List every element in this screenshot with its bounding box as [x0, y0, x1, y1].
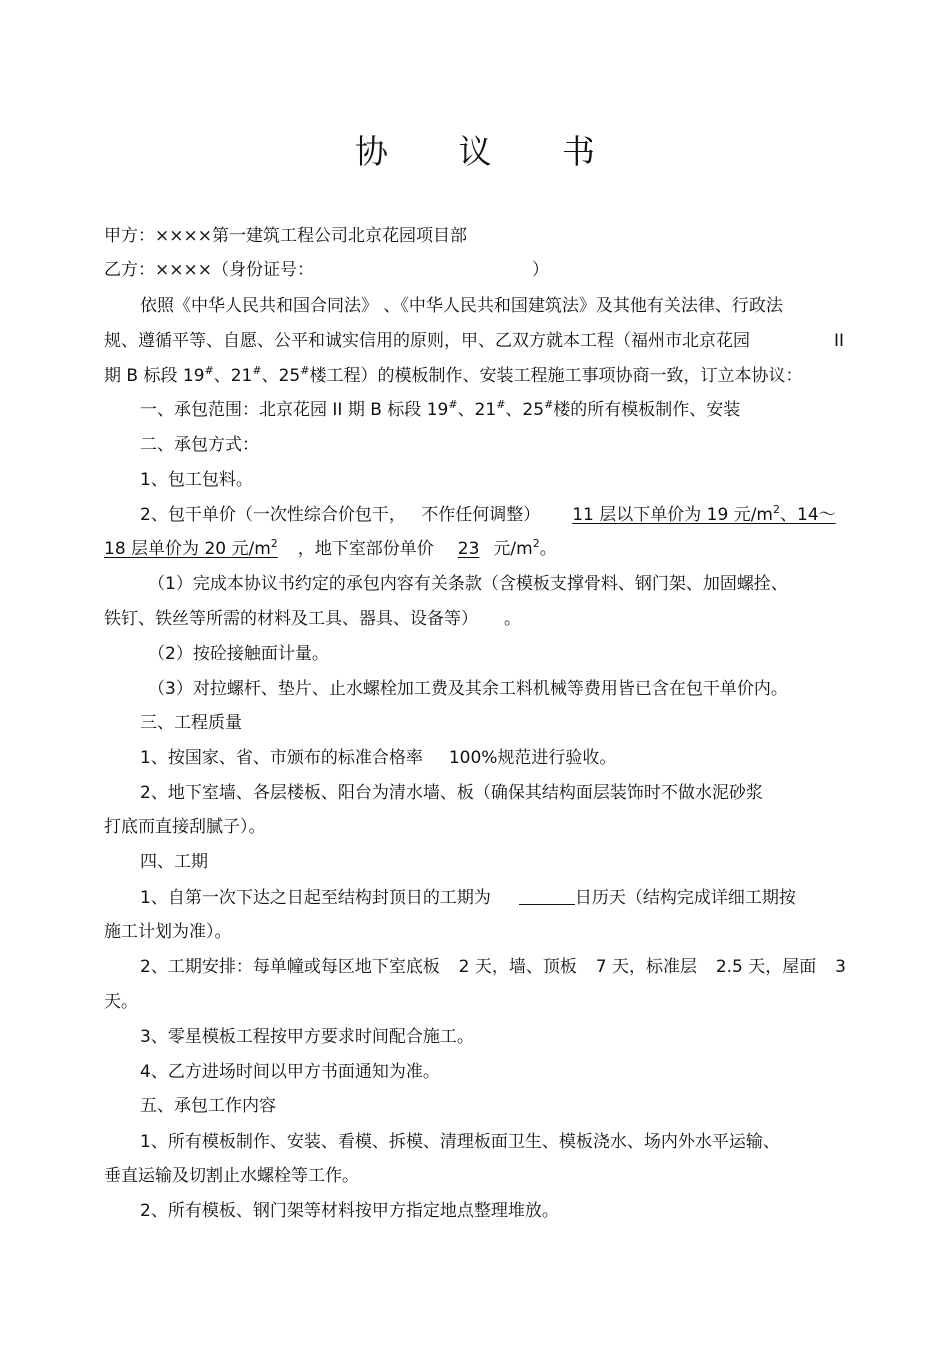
- section-4-item-3: 3、零星模板工程按甲方要求时间配合施工。: [140, 1027, 474, 1047]
- price-value: 、14～: [780, 505, 836, 525]
- hash-mark: #: [300, 364, 310, 377]
- price-14-18-floors: [104, 539, 298, 559]
- quality-text: 1、按国家、省、市颁布的标准合格率: [140, 748, 423, 768]
- preamble-line-2-text: 规、遵循平等、自愿、公平和诚实信用的原则，甲、乙双方就本工程（福州市北京花园: [104, 331, 750, 351]
- section-4-item-2: [140, 955, 846, 979]
- section-4-item-1-cont: 施工计划为准）。: [104, 922, 232, 942]
- sub-text: 。: [504, 609, 521, 629]
- section-5-heading: 五、承包工作内容: [140, 1096, 276, 1116]
- schedule-text: 3: [835, 957, 846, 977]
- price-under-11-floors: [554, 505, 835, 525]
- preamble-text: 期 B 标段 19: [104, 366, 205, 386]
- preamble-line-2: [104, 329, 844, 353]
- squared-mark: 2: [532, 537, 540, 550]
- period-text: 日历天（结构完成详细工期按: [574, 888, 796, 908]
- hash-mark: #: [448, 398, 458, 411]
- hash-mark: #: [496, 398, 506, 411]
- preamble-line-3: [104, 364, 802, 388]
- hash-mark: #: [252, 364, 262, 377]
- period-text: 1、自第一次下达之日起至结构封顶日的工期为: [140, 888, 491, 908]
- squared-mark: 2: [773, 503, 780, 516]
- section-5-item-1-cont: 垂直运输及切割止水螺栓等工作。: [104, 1166, 359, 1186]
- scope-text: 一、承包范围：北京花园: [140, 400, 333, 420]
- hash-mark: #: [544, 398, 554, 411]
- section-2-item-2: [140, 503, 836, 527]
- scope-text: II 期 B 标段 19: [332, 400, 449, 420]
- section-4-item-2-cont: 天。: [104, 992, 138, 1012]
- section-5-item-2: 2、所有模板、钢门架等材料按甲方指定地点整理堆放。: [140, 1201, 559, 1221]
- schedule-text: 7 天，标准层: [595, 957, 697, 977]
- squared-mark: 2: [270, 537, 278, 550]
- section-2-item-1: 1、包工包料。: [140, 470, 253, 490]
- schedule-text: 2 天，墙、顶板: [458, 957, 577, 977]
- section-2-heading: 二、承包方式：: [140, 435, 259, 455]
- price-text: 不作任何调整）: [421, 505, 541, 525]
- section-2-sub-3: （3）对拉螺杆、垫片、止水螺栓加工费及其余工料机械等费用皆已含在包干单价内。: [148, 679, 788, 699]
- scope-text: 、21: [457, 400, 497, 420]
- section-5-item-1: 1、所有模板制作、安装、看模、拆模、清理板面卫生、模板浇水、场内外水平运输、: [140, 1132, 780, 1152]
- section-3-item-2: 2、地下室墙、各层楼板、阳台为清水墙、板（确保其结构面层装饰时不做水泥砂浆: [140, 783, 763, 803]
- price-value: 18 层单价为 20 元/m: [104, 539, 271, 559]
- party-b-close: ）: [531, 260, 549, 280]
- price-value: 11 层以下单价为 19 元/m: [572, 505, 773, 525]
- preamble-text: 楼工程）的模板制作、安装工程施工事项协商一致，订立本协议：: [309, 366, 803, 386]
- preamble-text: 、25: [261, 366, 301, 386]
- section-3-heading: 三、工程质量: [140, 713, 242, 733]
- party-b-value: ××××（身份证号：: [155, 260, 314, 280]
- section-4-heading: 四、工期: [140, 852, 208, 872]
- preamble-text: 、21: [213, 366, 253, 386]
- party-a-value: ××××第一建筑工程公司北京花园项目部: [155, 226, 467, 246]
- price-text: ，地下室部份单价: [297, 539, 434, 559]
- section-4-item-1: [140, 886, 796, 910]
- preamble-line-2-phase: II: [833, 331, 844, 351]
- price-text: 2、包干单价（一次性综合价包干，: [140, 505, 412, 525]
- days-blank-field[interactable]: [519, 888, 575, 905]
- section-4-item-4: 4、乙方进场时间以甲方书面通知为准。: [140, 1062, 440, 1082]
- schedule-text: 2、工期安排：每单幢或每区地下室底板: [140, 957, 440, 977]
- scope-text: 楼的所有模板制作、安装: [553, 400, 741, 420]
- party-a-line: [104, 224, 467, 248]
- section-2-sub-1: （1）完成本协议书约定的承包内容有关条款（含模板支撑骨料、钢门架、加固螺拴、: [148, 574, 788, 594]
- quality-text: 100%规范进行验收。: [448, 748, 617, 768]
- document-title: 协 议 书: [355, 132, 625, 171]
- schedule-text: 2.5 天，屋面: [715, 957, 817, 977]
- section-2-item-2-cont: [104, 537, 557, 561]
- price-unit: 元/m: [493, 539, 533, 559]
- sub-text: 铁钉、铁丝等所需的材料及工具、器具、设备等）: [104, 609, 478, 629]
- section-3-item-2-cont: 打底而直接刮腻子）。: [104, 817, 266, 837]
- party-a-label: 甲方：: [104, 226, 155, 246]
- scope-text: 、25: [505, 400, 545, 420]
- preamble-line-1: 依照《中华人民共和国合同法》 、《中华人民共和国建筑法》及其他有关法律、行政法: [140, 296, 783, 316]
- hash-mark: #: [204, 364, 214, 377]
- section-2-sub-1-cont: [104, 607, 521, 631]
- section-2-sub-2: （2）按砼接触面计量。: [148, 644, 329, 664]
- basement-price: [444, 539, 494, 559]
- party-b-line: [104, 258, 549, 282]
- section-1-scope: [140, 398, 740, 422]
- price-text: 。: [539, 539, 557, 559]
- section-3-item-1: [140, 746, 616, 770]
- price-value: 23: [457, 539, 480, 559]
- party-b-label: 乙方：: [104, 260, 155, 280]
